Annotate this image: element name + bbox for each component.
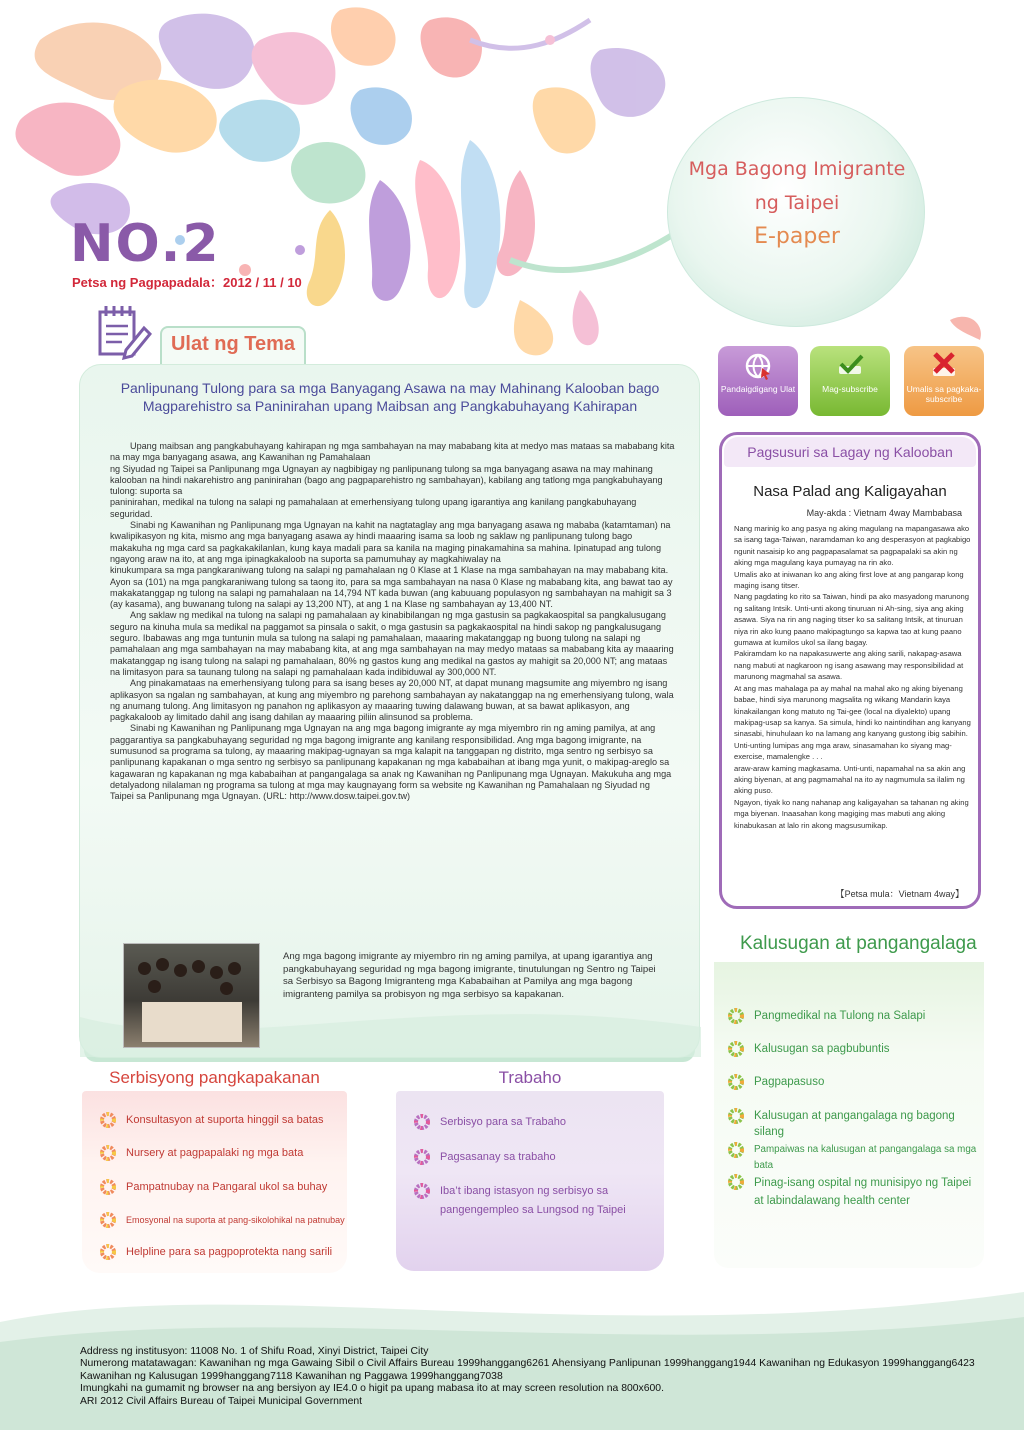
masthead-line-2: ng Taipei <box>754 192 840 214</box>
masthead-circle <box>667 97 925 327</box>
sunburst-bullet-icon <box>728 1074 744 1090</box>
health-section-heading: Kalusugan at pangangalaga <box>740 933 977 954</box>
sunburst-bullet-icon <box>100 1112 116 1128</box>
masthead-line-1: Mga Bagong Imigrante <box>688 158 906 180</box>
theme-section-heading: Ulat ng Tema <box>160 326 306 364</box>
sunburst-bullet-icon <box>728 1108 744 1124</box>
welfare-panel <box>82 1091 347 1273</box>
sunburst-bullet-icon <box>414 1183 430 1199</box>
health-link-label: Kalusugan at pangangalaga ng bagong silang <box>754 1110 955 1138</box>
mood-story-author: May-akda : Vietnam 4way Mambabasa <box>806 508 962 518</box>
article-paragraph: Sinabi ng Kawanihan ng Panlipunang mga Ugnayan na ang mga bagong imigrante ay mga miyembro rin ng aming pamilya, at ang paggarantiya sa pangkabuhayang seguridad ng mga bagong imigrante ang kanilang responsibilidad. Ang mga bagong imigrante, na sumusunod sa programa sa tulong, ay maaaring makipag-ugnayan sa mga kalapit na tanggapan ng distrito, mga sentro ng serbisyo sa panlipunang kapakanan o mga sentro ng serbisyo sa panlipunang kapakanan ng mga kababaihan at ibang mga yunit, o makipag-areglo sa kagawaran ng kapakanan ng mga kababaihan at pangangalaga sa anak ng Kawanihan ng Panlipunang mga Ugnayan. Makukuha ang mga detalyadong nilalaman ng programa sa tulong at mga may kaugnayang form sa website ng Kawanihan ng Pamahalaan ng Siyudad ng Taipei sa Panlipunang mga Ugnayan. (URL: http://www.dosw.taipei.gov.tw) <box>110 723 672 802</box>
sunburst-bullet-icon <box>728 1008 744 1024</box>
photo-person <box>192 960 205 973</box>
work-link-label: Pagsasanay sa trabaho <box>440 1151 556 1163</box>
footer-copyright: ARI 2012 Civil Affairs Bureau of Taipei Municipal Government <box>80 1395 363 1407</box>
send-date: Petsa ng Pagpapadala：2012 / 11 / 10 <box>72 275 302 290</box>
sunburst-bullet-icon <box>100 1179 116 1195</box>
work-link-label: Iba’t ibang istasyon ng serbisyo sa pangengempleo sa Lungsod ng Taipei <box>440 1185 626 1216</box>
work-link-label: Serbisyo para sa Trabaho <box>440 1116 566 1128</box>
sunburst-bullet-icon <box>100 1145 116 1161</box>
article-paragraph: Ang saklaw ng medikal na tulong na salapi ng pamahalaan ay kinabibilangan ng mga gastusin sa pagkakaospital sa pangkalusugang seguro na kinuha mula sa medikal na paggamot sa pinsala o sakit, o mga gastusin sa pagkakaospital na hindi sakop ng pangkalusugang seguro. Ibabawas ang mga tuntunin mula sa tulong na salapi ng pamahalaan, maaaring makatanggap ng buong tulong na salapi ng pamahalaan ang mga sambahayan na may mababang kita, at ang mga sambahayan na may medyo mataas sa mababang kita ay maaaring makatanggap ng isang tulong na salapi ng pamahalaan, 80% ng gastos kung ang medikal na gastos ay mahigit sa 20,000 NT; ang mataas na limitasyon para sa taunang tulong na salapi ng pamahalaan kada indibiduwal ay 300,000 NT. <box>110 610 674 677</box>
main-article-panel <box>79 364 700 1058</box>
sunburst-bullet-icon <box>728 1041 744 1057</box>
health-link-label: Pinag-isang ospital ng munisipyo ng Taipei at labindalawang health center <box>754 1177 972 1207</box>
mood-story-source: 【Petsa mula：Vietnam 4way】 <box>835 889 964 899</box>
article-paragraph: Upang maibsan ang pangkabuhayang kahirapan ng mga sambahayan na may mababang kita at medyo mas mataas sa mababang kita na may mga banyagang asawa, ang Kawanihan ng Pamahalaan <box>110 441 675 463</box>
button-label: Umalis sa pagkaka-subscribe <box>906 384 982 404</box>
footer-address: Address ng institusyon: 11008 No. 1 of Shifu Road, Xinyi District, Taipei City <box>80 1346 429 1357</box>
masthead-line-3: E-paper <box>754 224 840 249</box>
mood-paragraph: Umalis ako at iniwanan ko ang aking first love at ang pangarap kong maging isang titser. <box>734 569 964 591</box>
photo-person <box>156 958 169 971</box>
welfare-link-label: Pampatnubay na Pangaral ukol sa buhay <box>126 1181 328 1193</box>
welfare-link-label: Konsultasyon at suporta hinggil sa batas <box>126 1114 324 1126</box>
sunburst-bullet-icon <box>414 1149 430 1165</box>
photo-person <box>138 962 151 975</box>
sunburst-bullet-icon <box>100 1212 116 1228</box>
photo-banner <box>142 1002 242 1042</box>
globe-icon <box>744 352 772 380</box>
mood-section-heading: Pagsusuri sa Lagay ng Kalooban <box>724 437 976 467</box>
mood-paragraph: Ngayon, tiyak ko nang nahanap ang kaligayahan sa tahanan ng aking mga biyenan. Inaasahan kong magiging mas mabuti ang aking kinabukasan at lalo rin akong magsusumikap. <box>734 797 969 830</box>
button-label: Mag-subscribe <box>822 384 878 394</box>
sunburst-bullet-icon <box>414 1114 430 1130</box>
mood-story-body <box>734 523 972 831</box>
article-title[interactable]: Panlipunang Tulong para sa mga Banyagang Asawa na may Mahinang Kalooban bago Magparehistro sa Paninirahan upang Maibsan ang Pangkabuhayang Kahirapan <box>120 380 660 414</box>
footer-phones: Numerong matatawagan: Kawanihan ng mga Gawaing Sibil o Civil Affairs Bureau 1999hanggang6261 Ahensiyang Panlipunan 1999hanggang1944 Kawanihan ng Edukasyon 1999hanggang6423 Kawanihan ng Kalusugan 1999hanggang7118 Kawanihan ng Paggawa 1999hanggang7038 <box>80 1358 975 1382</box>
health-link-label: Pangmedikal na Tulong na Salapi <box>754 1010 926 1022</box>
photo-person <box>228 962 241 975</box>
mood-paragraph: Nang pagdating ko rito sa Taiwan, hindi pa ako masyadong marunong ng salitang Intsik. Unti-unti akong tinuruan ni Ah-sing, siya ang aking asawa. Siya na rin ang naging titser ko sa salitang Intsik, at tinuruan niya rin ako kung paano makipagtungo sa kapwa tao at kung paano gumawa at kumilos ukol sa ilang bagay. <box>734 592 969 648</box>
welfare-link-label: Emosyonal na suporta at pang-sikolohikal na patnubay <box>126 1215 345 1225</box>
welfare-link-label: Helpline para sa pagpoprotekta nang sarili <box>126 1246 333 1258</box>
welfare-link-label: Nursery at pagpapalaki ng mga bata <box>126 1147 304 1159</box>
button-label: Pandaigdigang Ulat <box>720 384 796 394</box>
article-paragraph: Sinabi ng Kawanihan ng Panlipunang mga Ugnayan na kahit na nagtataglay ang mga banyagang asawa ng mababa (katamtaman) na kwalipikasyon ng kita, mismo ang mga banyagang asawa ay hindi maaaring isama sa loob ng saklaw ng panlipunang tulong bago makakuha ng mga card sa pagkakakilanlan, kung kaya madali para sa kanila na maging pinakamahina sa mahina. Ipinatupad ang tulong ngayong araw na ito, at ang mga ipinagkakaloob na suporta sa pamumuhay ay magkahiwalay na <box>110 520 671 564</box>
subscribe-button[interactable] <box>810 346 890 416</box>
footer-info <box>80 1346 980 1408</box>
mood-paragraph: araw-araw kaming magkasama. Unti-unti, napamahal na sa akin ang aking biyenan, at ang pagmamahal na ito ay nagmumula sa ilalim ng aking puso. <box>734 763 966 796</box>
mood-story-title[interactable]: Nasa Palad ang Kaligayahan <box>753 483 947 500</box>
mood-review-panel <box>719 432 981 909</box>
article-paragraph: paninirahan, medikal na tulong na salapi ng pamahalaan at emerhensiyang tulong upang igarantiya ang kanilang pangkabuhayang seguridad. <box>110 497 637 519</box>
article-paragraph: Ang pinakamataas na emerhensiyang tulong para sa isang beses ay 20,000 NT, at dapat munang magsumite ang miyembro ng isang aplikasyon sa ngalan ng sambahayan, at kung ang miyembro ng parehong sambahayan ay nakatanggap na ng emerhensiyang tulong, wala ng anumang tulong. Ang limitasyon ng panahon ng aplikasyon ay maaaring tuwing dalawang buwan, at sa bawat aplikasyon, ang pagkakaloob ay limitado dahil ang isang dahilan ay maaaring piliin alinsunod sa problema. <box>110 678 674 723</box>
photo-person <box>220 982 233 995</box>
article-paragraph: kinukumpara sa mga pangkaraniwang tulong na salapi ng pamahalaan ng 0 Klase at 1 Klase na mga sambahayan na may mababang kita. Ayon sa (101) na mga pangkaraniwang tulong sa taong ito, para sa mga sambahayan na nasa 0 Klase ng mababang kita, ang bawat tao ay makakatanggap ng tulong na salapi ng pamahalaan na 14,794 NT kada buwan (ang kabuuang populasyon ng sambahayan na mahigit sa 3 (ay kasama), ang buwanang tulong na salapi ay 13,200 NT), at ang 1 na Klase ng sambahayan ay 13,400 NT. <box>110 565 673 610</box>
article-body <box>110 441 676 803</box>
photo-person <box>210 966 223 979</box>
check-icon <box>836 352 864 380</box>
unsubscribe-button[interactable] <box>904 346 984 416</box>
welfare-section-heading: Serbisyong pangkapakanan <box>109 1068 320 1087</box>
photo-person <box>148 980 161 993</box>
health-panel <box>714 962 984 1268</box>
issue-number: NO.2 <box>70 214 221 274</box>
health-link-label: Kalusugan sa pagbubuntis <box>754 1043 890 1055</box>
mood-paragraph: Pakiramdam ko na napakasuwerte ang aking sarili, nakapag-asawa nang mabuti at nagkaroon ng isang asawang may responsibilidad at marunong magmahal sa asawa. <box>734 649 964 682</box>
sunburst-bullet-icon <box>100 1244 116 1260</box>
photo-caption: Ang mga bagong imigrante ay miyembro rin ng aming pamilya, at upang igarantiya ang pangkabuhayang seguridad ng mga bagong imigrante, tinutulungan ng Sentro ng Taipei sa Serbisyo sa Bagong Imigranteng mga Kababaihan at Pamilya ang mga bagong imigranteng pamilya sa probisyon ng mga serbisyo sa kapakanan. <box>283 951 656 1000</box>
footer-browser-note: Imungkahi na gumamit ng browser na ang bersiyon ay IE4.0 o higit pa upang mabasa ito at may screen resolution na 800x600. <box>80 1383 664 1395</box>
health-link-label: Pagpapasuso <box>754 1076 825 1088</box>
mood-paragraph: Nang marinig ko ang pasya ng aking magulang na mapangasawa ako sa isang taga-Taiwan, naramdaman ko ang desperasyon at pagkabigo ngunit nasaisip ko ang pagpapasalamat sa pagpapalaki sa akin ng aking mga magulang kaya pumayag na rin ako. <box>734 524 971 568</box>
work-section-heading: Trabaho <box>498 1068 562 1087</box>
x-icon <box>930 352 958 380</box>
work-panel <box>396 1091 664 1271</box>
mood-paragraph: At ang mas mahalaga pa ay mahal na mahal ako ng aking biyenang babae, hindi siya marunong magsalita ng wikang Mandarin kaya kinakailangan kong matuto ng Tai-gee (local na diyalekto) upang makipag-usap sa kanya. Sa simula, hindi ko naintindihan ang kanyang sinasabi, hinuhulaan ko na lamang ang kanyang gustong ibig sabihin. Unti-unting lumipas ang mga araw, sinasamahan ko siyang mag-exercise, mamalengke . . . <box>734 683 971 762</box>
sunburst-bullet-icon <box>728 1142 744 1158</box>
sunburst-bullet-icon <box>728 1174 744 1190</box>
document-pen-icon <box>96 304 152 360</box>
article-paragraph: ng Siyudad ng Taipei sa Panlipunang mga Ugnayan ay nagbibigay ng panlipunang tulong sa mga banyagang asawa na may mahinang kalooban na hindi nakarehistro ang paninirahan (bago ang pagpaparehistro ng sambahayan), kabilang ang tatlong mga pangkabuhayang tulong: suporta sa <box>110 463 663 497</box>
health-link-label: Pampaiwas na kalusugan at pangangalaga sa mga bata <box>754 1144 977 1171</box>
group-photo <box>123 943 260 1048</box>
international-report-button[interactable] <box>718 346 798 416</box>
photo-person <box>174 964 187 977</box>
